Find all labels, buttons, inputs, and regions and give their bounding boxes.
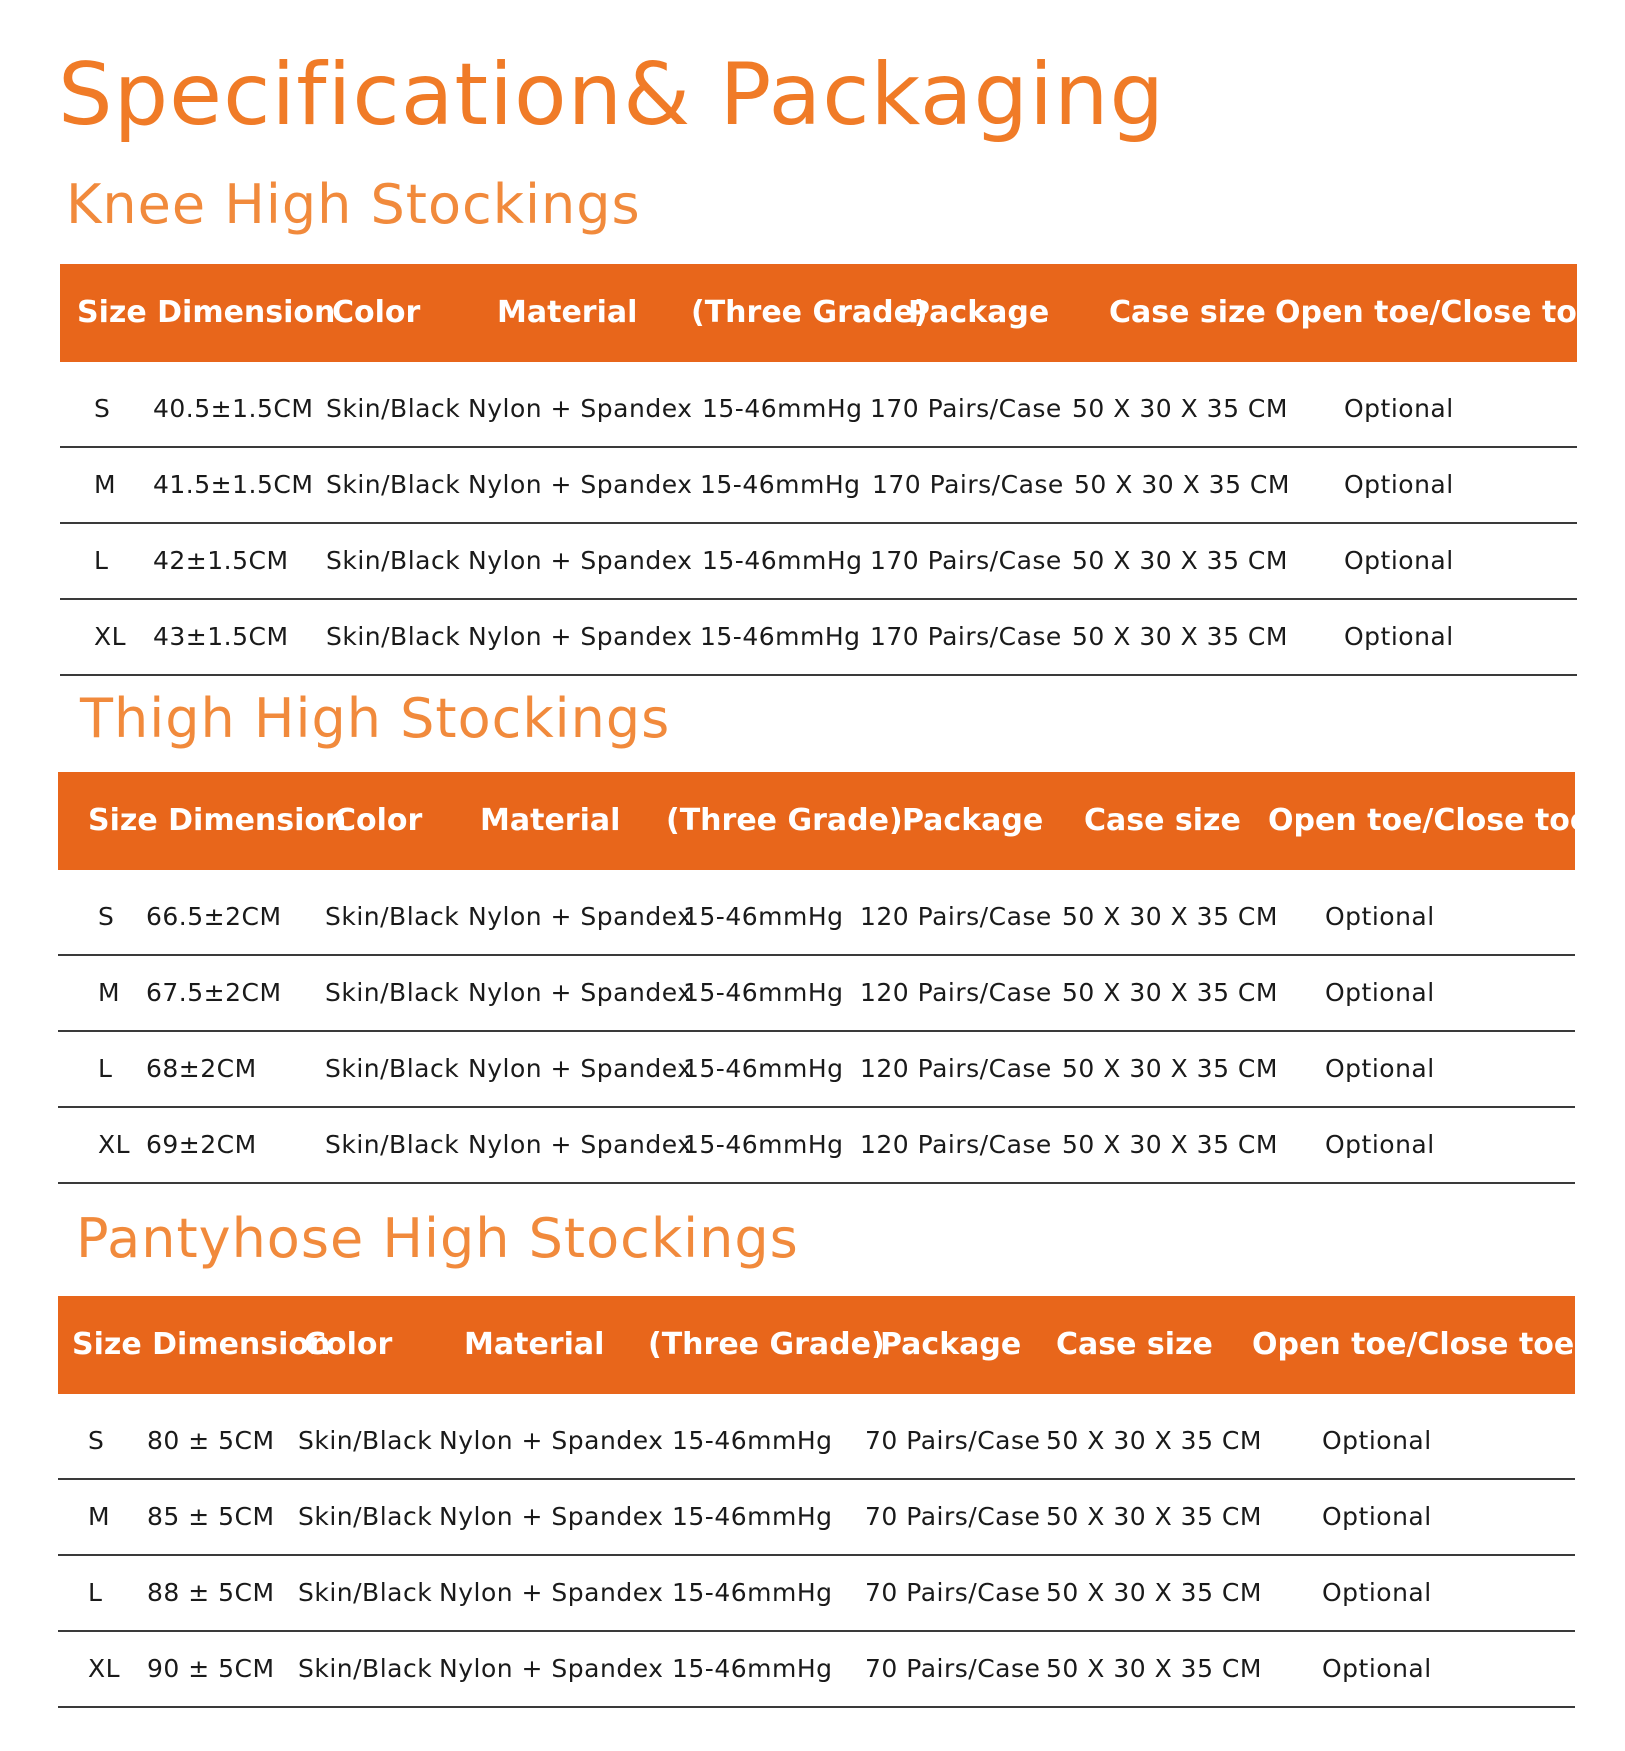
cell-package: 120 Pairs/Case [860, 978, 1052, 1007]
cell-grade: 15-46mmHg [683, 978, 844, 1007]
cell-material: Nylon + Spandex [468, 470, 693, 499]
cell-case-size: 50 X 30 X 35 CM [1062, 1054, 1278, 1083]
table-row [58, 1556, 1575, 1632]
cell-size: M [98, 978, 121, 1007]
cell-material: Nylon + Spandex [468, 622, 693, 651]
table-row [58, 956, 1575, 1032]
cell-case-size: 50 X 30 X 35 CM [1072, 394, 1288, 423]
section-title-knee-high: Knee High Stockings [66, 173, 641, 236]
cell-dimension: 85 ± 5CM [147, 1502, 275, 1531]
table-row [58, 1108, 1575, 1184]
cell-case-size: 50 X 30 X 35 CM [1062, 902, 1278, 931]
cell-color: Skin/Black [326, 394, 461, 423]
cell-grade: 15-46mmHg [702, 546, 863, 575]
header-color: Color [332, 295, 421, 330]
table-row [60, 372, 1577, 448]
table-row [58, 1404, 1575, 1480]
header-material: Material [497, 295, 638, 330]
table-header [58, 772, 1591, 870]
header-material: Material [480, 803, 621, 838]
cell-toe: Optional [1322, 1654, 1432, 1683]
cell-grade: 15-46mmHg [672, 1654, 833, 1683]
cell-case-size: 50 X 30 X 35 CM [1062, 978, 1278, 1007]
cell-package: 170 Pairs/Case [870, 622, 1062, 651]
cell-dimension: 67.5±2CM [146, 978, 282, 1007]
cell-dimension: 88 ± 5CM [147, 1578, 275, 1607]
cell-material: Nylon + Spandex [468, 1054, 693, 1083]
cell-case-size: 50 X 30 X 35 CM [1046, 1654, 1262, 1683]
header-case-size: Case size [1056, 1327, 1213, 1362]
cell-material: Nylon + Spandex [439, 1578, 664, 1607]
page-title: Specification& Packaging [58, 45, 1166, 145]
cell-dimension: 42±1.5CM [153, 546, 289, 575]
table-row [60, 448, 1577, 524]
cell-case-size: 50 X 30 X 35 CM [1072, 546, 1288, 575]
cell-dimension: 43±1.5CM [153, 622, 289, 651]
cell-case-size: 50 X 30 X 35 CM [1074, 470, 1290, 499]
header-toe: Open toe/Close toe [1268, 803, 1591, 838]
cell-material: Nylon + Spandex [439, 1426, 664, 1455]
header-toe: Open toe/Close toe [1275, 295, 1598, 330]
table-row [58, 1480, 1575, 1556]
cell-material: Nylon + Spandex [468, 394, 693, 423]
cell-size: XL [88, 1654, 121, 1683]
header-material: Material [464, 1327, 605, 1362]
cell-dimension: 69±2CM [146, 1130, 257, 1159]
cell-material: Nylon + Spandex [468, 978, 693, 1007]
table-row [60, 524, 1577, 600]
cell-case-size: 50 X 30 X 35 CM [1046, 1426, 1262, 1455]
cell-grade: 15-46mmHg [700, 470, 861, 499]
cell-color: Skin/Black [325, 1054, 460, 1083]
cell-case-size: 50 X 30 X 35 CM [1072, 622, 1288, 651]
header-package: Package [880, 1327, 1022, 1362]
cell-grade: 15-46mmHg [672, 1578, 833, 1607]
cell-dimension: 41.5±1.5CM [153, 470, 314, 499]
header-grade: (Three Grade) [648, 1327, 885, 1362]
cell-material: Nylon + Spandex [439, 1502, 664, 1531]
cell-toe: Optional [1325, 1054, 1435, 1083]
cell-size: S [88, 1426, 105, 1455]
cell-case-size: 50 X 30 X 35 CM [1046, 1502, 1262, 1531]
cell-size: L [98, 1054, 113, 1083]
cell-package: 120 Pairs/Case [860, 1054, 1052, 1083]
cell-case-size: 50 X 30 X 35 CM [1046, 1578, 1262, 1607]
cell-material: Nylon + Spandex [468, 546, 693, 575]
cell-size: XL [98, 1130, 131, 1159]
spec-table-pantyhose [58, 1296, 1575, 1708]
cell-package: 120 Pairs/Case [860, 902, 1052, 931]
table-header [58, 1296, 1575, 1394]
cell-package: 170 Pairs/Case [872, 470, 1064, 499]
cell-size: L [88, 1578, 103, 1607]
cell-color: Skin/Black [325, 902, 460, 931]
header-size-dimension: Size Dimension [72, 1327, 331, 1362]
cell-toe: Optional [1325, 1130, 1435, 1159]
header-size-dimension: Size Dimension [77, 295, 336, 330]
cell-dimension: 40.5±1.5CM [153, 394, 314, 423]
cell-dimension: 80 ± 5CM [147, 1426, 275, 1455]
header-grade: (Three Grade) [691, 295, 928, 330]
cell-grade: 15-46mmHg [683, 1130, 844, 1159]
cell-dimension: 66.5±2CM [146, 902, 282, 931]
cell-color: Skin/Black [325, 1130, 460, 1159]
cell-toe: Optional [1344, 470, 1454, 499]
section-title-thigh-high: Thigh High Stockings [80, 687, 671, 750]
cell-material: Nylon + Spandex [468, 1130, 693, 1159]
cell-grade: 15-46mmHg [700, 622, 861, 651]
cell-size: XL [94, 622, 127, 651]
cell-toe: Optional [1325, 902, 1435, 931]
header-size-dimension: Size Dimension [88, 803, 347, 838]
cell-case-size: 50 X 30 X 35 CM [1062, 1130, 1278, 1159]
table-header [60, 264, 1598, 362]
cell-toe: Optional [1344, 394, 1454, 423]
cell-color: Skin/Black [298, 1578, 433, 1607]
cell-package: 70 Pairs/Case [865, 1426, 1041, 1455]
cell-size: S [98, 902, 115, 931]
cell-color: Skin/Black [298, 1654, 433, 1683]
header-case-size: Case size [1084, 803, 1241, 838]
cell-toe: Optional [1344, 546, 1454, 575]
cell-toe: Optional [1322, 1578, 1432, 1607]
header-color: Color [304, 1327, 393, 1362]
cell-toe: Optional [1325, 978, 1435, 1007]
header-color: Color [334, 803, 423, 838]
cell-toe: Optional [1344, 622, 1454, 651]
cell-color: Skin/Black [325, 978, 460, 1007]
cell-package: 70 Pairs/Case [865, 1654, 1041, 1683]
cell-dimension: 68±2CM [146, 1054, 257, 1083]
cell-grade: 15-46mmHg [672, 1502, 833, 1531]
table-row [58, 1632, 1575, 1708]
header-toe: Open toe/Close toe [1252, 1327, 1575, 1362]
header-case-size: Case size [1109, 295, 1266, 330]
cell-package: 120 Pairs/Case [860, 1130, 1052, 1159]
cell-grade: 15-46mmHg [683, 902, 844, 931]
table-row [58, 1032, 1575, 1108]
cell-color: Skin/Black [298, 1502, 433, 1531]
cell-color: Skin/Black [326, 622, 461, 651]
cell-color: Skin/Black [326, 470, 461, 499]
cell-toe: Optional [1322, 1426, 1432, 1455]
cell-toe: Optional [1322, 1502, 1432, 1531]
cell-size: M [94, 470, 117, 499]
cell-package: 170 Pairs/Case [870, 394, 1062, 423]
cell-grade: 15-46mmHg [683, 1054, 844, 1083]
cell-material: Nylon + Spandex [468, 902, 693, 931]
header-grade: (Three Grade) [666, 803, 903, 838]
table-row [60, 600, 1577, 676]
header-package: Package [908, 295, 1050, 330]
cell-package: 70 Pairs/Case [865, 1502, 1041, 1531]
spec-table-thigh-high [58, 772, 1591, 1184]
cell-grade: 15-46mmHg [702, 394, 863, 423]
spec-table-knee-high [60, 264, 1598, 676]
section-title-pantyhose: Pantyhose High Stockings [76, 1207, 799, 1270]
cell-color: Skin/Black [298, 1426, 433, 1455]
cell-package: 170 Pairs/Case [870, 546, 1062, 575]
cell-size: S [94, 394, 111, 423]
cell-dimension: 90 ± 5CM [147, 1654, 275, 1683]
cell-package: 70 Pairs/Case [865, 1578, 1041, 1607]
cell-color: Skin/Black [326, 546, 461, 575]
header-package: Package [902, 803, 1044, 838]
cell-size: M [88, 1502, 111, 1531]
table-row [58, 880, 1575, 956]
cell-grade: 15-46mmHg [672, 1426, 833, 1455]
cell-material: Nylon + Spandex [439, 1654, 664, 1683]
cell-size: L [94, 546, 109, 575]
